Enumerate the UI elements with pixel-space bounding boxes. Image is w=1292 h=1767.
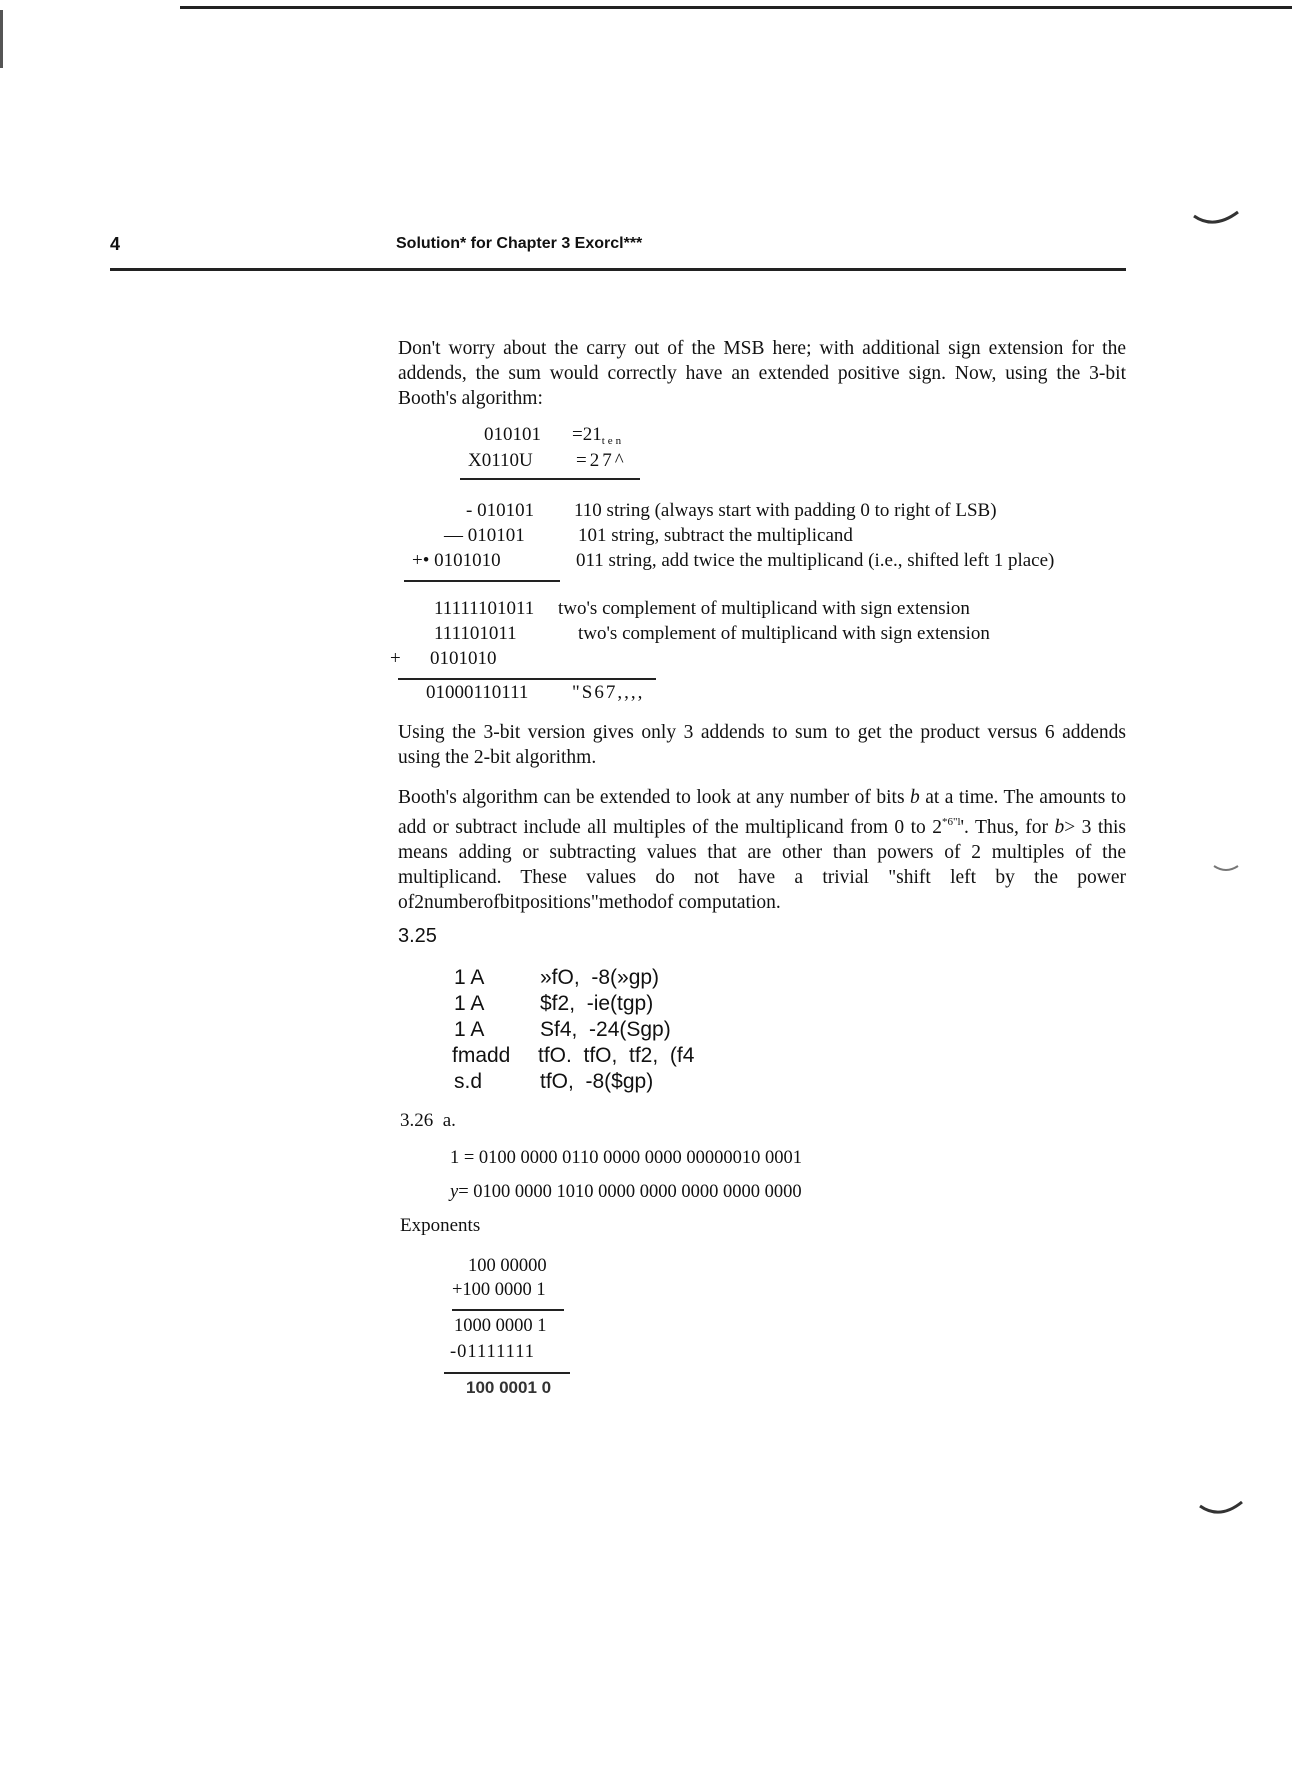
booth-step-note: 110 string (always start with padding 0 to right of LSB) — [574, 500, 997, 521]
exponents-label: Exponents — [400, 1215, 481, 1236]
code-op: s.d — [454, 1070, 483, 1093]
x-binary: 1 = 0100 0000 0110 0000 0000 00000010 0001 — [450, 1148, 802, 1168]
exp-row: 1000 0000 1 — [454, 1316, 547, 1336]
sum-row-note: two's complement of multiplicand with sign extension — [578, 623, 990, 644]
sum-row-prefix: + — [390, 648, 401, 669]
exercise-label-3-26: 3.26 a. — [400, 1110, 456, 1131]
code-args: »fO, -8(»gp) — [540, 966, 660, 989]
header-rule — [110, 268, 1126, 271]
superscript: *6"l — [941, 816, 961, 828]
code-args: $f2, -ie(tgp) — [540, 992, 654, 1015]
running-header: Solution* for Chapter 3 Exorcl*** — [396, 235, 643, 252]
multiplicand-value — [572, 424, 624, 447]
paragraph-booth-extension — [398, 785, 1126, 915]
exp-row: +100 0000 1 — [452, 1280, 546, 1300]
code-args: tfO. tfO, tf2, (f4 — [538, 1044, 695, 1067]
code-args: Sf4, -24(Sgp) — [540, 1018, 671, 1041]
exp-row: 100 00000 — [468, 1256, 547, 1276]
multiplicand: 010101 — [484, 424, 541, 445]
booth-step-note: 101 string, subtract the multiplicand — [578, 525, 853, 546]
code-args: tfO, -8($gp) — [540, 1070, 654, 1093]
code-op: 1 A — [454, 1018, 485, 1041]
multiplier-value: =27^ — [576, 450, 627, 471]
rule — [452, 1309, 564, 1311]
var-y: y — [450, 1182, 459, 1202]
sum-row-value: 111101011 — [434, 623, 517, 644]
product-result: 01000110111 — [426, 682, 529, 703]
booth-step-value: — 010101 — [444, 525, 525, 546]
scan-curve-mark — [1198, 1498, 1244, 1520]
rule — [460, 478, 640, 480]
multiplicand-subscript: ten — [601, 435, 625, 447]
text-span: '. Thus, for — [960, 817, 1055, 838]
booth-step-value: - 010101 — [466, 500, 535, 521]
sum-row-value: 0101010 — [430, 648, 497, 669]
code-op: fmadd — [452, 1044, 511, 1067]
booth-step-note: 011 string, add twice the multiplicand (i.e., shifted left 1 place) — [576, 550, 1055, 571]
paragraph-3bit: Using the 3-bit version gives only 3 addends to sum to get the product versus 6 addends using the 2-bit algorithm. — [398, 722, 1126, 768]
booth-step-value: +• 0101010 — [412, 550, 501, 571]
sum-row-value: 11111101011 — [434, 598, 535, 619]
intro-paragraph: Don't worry about the carry out of the MSB here; with additional sign extension for the addends, the sum would correctly have an extended positive sign. Now, using the 3-bit Booth's algorithm: — [398, 338, 1126, 409]
rule — [404, 580, 560, 582]
scan-top-rule — [180, 6, 1292, 9]
exp-row: 100 0001 0 — [466, 1378, 552, 1397]
multiplier: X0110U — [468, 450, 533, 471]
var-b: b — [1054, 817, 1065, 838]
text-span: Booth's algorithm can be extended to look at any number of bits — [398, 787, 911, 808]
rule — [444, 1372, 570, 1374]
exp-row: -01111111 — [450, 1342, 536, 1362]
sum-row-note: two's complement of multiplicand with sign extension — [558, 598, 970, 619]
text-span: at a time. The amounts to add or subtract include all multiples of the multiplicand from 0 to 2 — [398, 787, 1126, 838]
exercise-label-3-25: 3.25 — [398, 925, 437, 947]
multiplicand-value-text: =21 — [572, 424, 602, 445]
text-span: > 3 this means adding or subtracting values that are other than powers of 2 multiples of the multiplicand. These values do not have a trivial "shift left by the power of2numberofbitpositions"methodof computation. — [398, 817, 1127, 913]
scan-curve-mark — [1192, 208, 1242, 230]
y-binary — [450, 1182, 802, 1203]
var-b: b — [910, 787, 920, 808]
code-op: 1 A — [454, 966, 485, 989]
scan-curve-mark — [1212, 862, 1240, 876]
product-result-note: "S67,,,, — [572, 682, 645, 703]
rule — [398, 678, 656, 680]
code-op: 1 A — [454, 992, 485, 1015]
page-number: 4 — [110, 234, 121, 254]
y-binary-text: = 0100 0000 1010 0000 0000 0000 0000 0000 — [458, 1182, 802, 1202]
scan-left-bar — [0, 10, 3, 68]
